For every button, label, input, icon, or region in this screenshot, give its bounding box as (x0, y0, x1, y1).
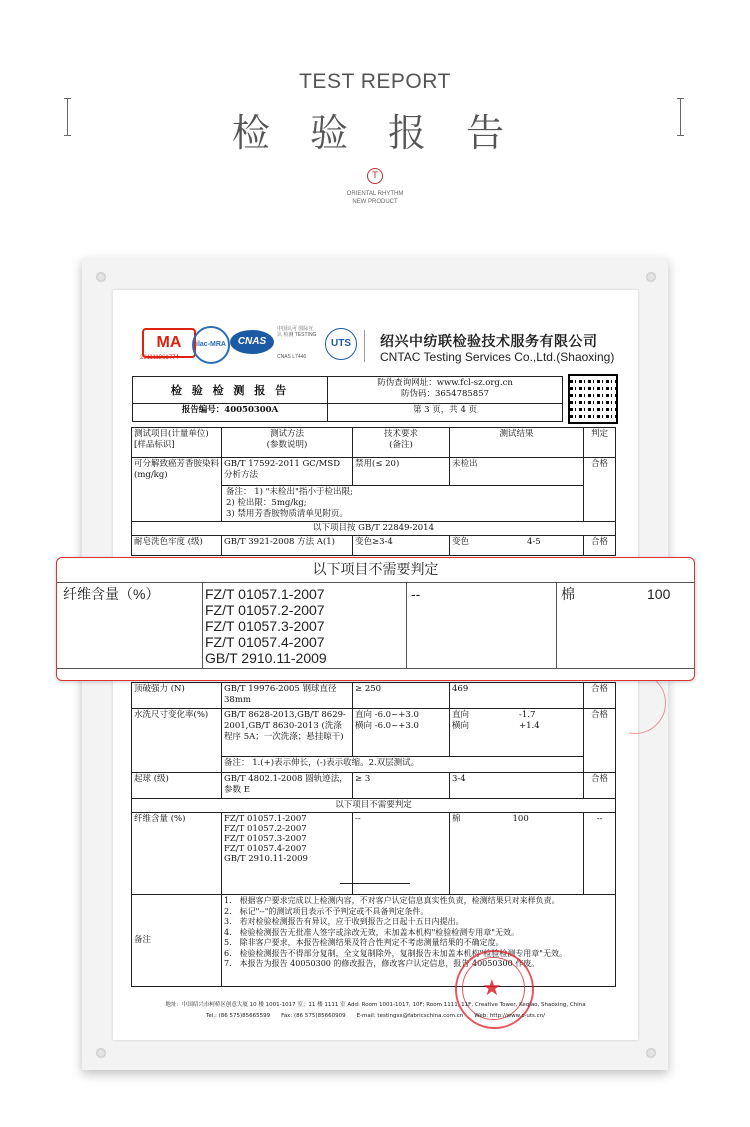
brand-icon: T (367, 168, 383, 184)
azo-notes: 备注： 1) "未检出"指小于检出限; 2) 检出限：5mg/kg; 3) 禁用芳香胺物质清单见附页。 (222, 486, 584, 522)
header-item: 测试项目(计量单位) (134, 429, 209, 439)
col-header-item (132, 428, 222, 458)
report-number: 报告编号：40050300A (133, 404, 328, 422)
zoom-method: GB/T 2910.11-2009 (205, 650, 327, 666)
zoom-method: FZ/T 01057.1-2007 (205, 586, 325, 602)
remark-item: 2. 标记"--"的测试项目表示不予判定或不具备判定条件。 (224, 906, 429, 916)
fiber-judge: -- (584, 813, 616, 895)
title-chinese: 检 验 报 告 (231, 111, 519, 155)
pill-judge: 合格 (584, 773, 616, 799)
header-req-sub: (备注) (389, 440, 413, 450)
footer-contact: Tel.: (86 575)85665599 Fax: (86 575)85660909 E-mail: testingsx@fabricschina.com.cn Web: http://www.c-uts.cn/ (205, 1013, 546, 1019)
pill-req: ≥ 3 (353, 773, 450, 799)
zoom-method: FZ/T 01057.3-2007 (205, 618, 325, 634)
remarks-label: 备注 (132, 895, 222, 987)
company-name-cn: 绍兴中纺联检验技术服务有限公司 (380, 334, 598, 350)
ma-logo: MA (142, 328, 196, 358)
fiber-method: FZ/T 01057.4-2007 (224, 844, 307, 854)
qr-code-icon (568, 374, 618, 424)
zoom-callout (56, 557, 695, 681)
soap-result-label: 变色 (452, 537, 470, 547)
dim-item: 水洗尺寸变化率(%) (132, 709, 222, 773)
soap-result (450, 536, 584, 556)
remark-item: 5. 除非客户要求，本报告检测结果及符合性判定不考虑测量结果的不确定度。 (224, 938, 504, 947)
dim-method: GB/T 8628-2013,GB/T 8629-2001,GB/T 8630-2013 (洗涤程序 5A；一次洗涤；悬挂晾干) (222, 709, 353, 757)
divider (364, 330, 365, 362)
table-row (132, 895, 616, 987)
fiber-method: GB/T 2910.11-2009 (224, 854, 308, 864)
page-number: 第 3 页，共 4 页 (328, 404, 563, 422)
zoom-item: 纤维含量（%） (63, 586, 160, 602)
zoom-col-result (557, 583, 694, 669)
fiber-result-label: 棉 (452, 814, 461, 824)
soap-method: GB/T 3921-2008 方法 A(1) (222, 536, 353, 556)
dim-result (450, 709, 584, 757)
zoom-result-label: 棉 (561, 586, 575, 602)
header-req: 技术要求 (383, 429, 418, 439)
soap-result-value: 4-5 (527, 537, 541, 547)
table-header-row (132, 428, 616, 458)
results-table (131, 427, 616, 556)
fiber-result-value: 100 (512, 814, 529, 824)
col-header-method (222, 428, 353, 458)
remark-item: 4. 检验检测报告无批准人签字或涂改无效，未加盖本机构"检验检测专用章"无效。 (224, 927, 519, 937)
brand-line2: NEW PRODUCT (352, 199, 398, 205)
remark-item: 7. 本报告为报告 40050300 的修改报告，修改客户认定信息，报告 40050300 作废。 (224, 959, 540, 968)
zoom-col-item (57, 583, 203, 669)
ma-number: 231111261774 (140, 355, 179, 361)
zoom-col-req (407, 583, 557, 669)
zoom-req: -- (411, 586, 421, 602)
header-item-sub: [样品标识] (134, 440, 175, 450)
right-ibar-decoration (676, 98, 686, 136)
col-header-req (353, 428, 450, 458)
cnas-caption: 中国认可 国际互认 检测 TESTING (277, 326, 317, 338)
fiber-result (450, 813, 584, 895)
remarks-list (222, 895, 616, 987)
signature-line (340, 883, 410, 884)
pill-item: 起球 (级) (132, 773, 222, 799)
brand-line1: ORIENTAL RHYTHM (346, 191, 404, 197)
zoom-bottom-rule (57, 668, 694, 669)
table-row (132, 536, 616, 556)
report-title: 检 验 检 测 报 告 (133, 377, 328, 404)
results-table-continued (131, 682, 616, 987)
title-english: TEST REPORT (299, 70, 451, 93)
dim-judge: 合格 (584, 709, 616, 773)
burst-method: GB/T 19976-2005 钢球直径 38mm (222, 683, 353, 709)
fiber-req: -- (353, 813, 450, 895)
burst-judge: 合格 (584, 683, 616, 709)
burst-result: 469 (450, 683, 584, 709)
section-no-judge: 以下项目不需要判定 (132, 799, 616, 813)
dim-req (353, 709, 450, 757)
dim-req-warp: 直向 -6.0~+3.0 (355, 710, 419, 720)
table-row (132, 522, 616, 536)
pill-result: 3-4 (450, 773, 584, 799)
azo-req: 禁用(≤ 20) (353, 458, 450, 486)
fiber-item: 纤维含量 (%) (132, 813, 222, 895)
footer-address: 地址：中国绍兴市柯桥区创意大厦 10 楼 1001-1017 室；11 楼 1111 室 Add: Room 1001-1017, 10F; Room 1111, 11F, Creative Tower, Keqiao, Shaoxing, China (165, 1002, 586, 1008)
dim-res-warp-label: 直向 (452, 710, 470, 720)
cnas-number: CNAS L7446 (277, 354, 307, 360)
soap-req: 变色≥3-4 (353, 536, 450, 556)
table-row (132, 458, 616, 486)
company-name-en: CNTAC Testing Services Co.,Ltd.(Shaoxing) (380, 350, 615, 364)
dim-res-weft-label: 横向 (452, 721, 470, 731)
zoom-col-method (203, 583, 407, 669)
table-row (132, 799, 616, 813)
frame-pin-icon (646, 272, 656, 282)
soap-judge: 合格 (584, 536, 616, 556)
dim-res-weft-value: +1.4 (519, 721, 540, 731)
fiber-method: FZ/T 01057.1-2007 (224, 814, 307, 824)
cnas-logo: CNAS (230, 330, 274, 354)
col-header-judge: 判定 (584, 428, 616, 458)
zoom-result-value: 100 (647, 586, 671, 602)
verify-code: 防伪码：3654785857 (400, 389, 490, 399)
azo-method: GB/T 17592-2011 GC/MSD 分析方法 (222, 458, 353, 486)
azo-judge: 合格 (584, 458, 616, 522)
stamp-star-icon: ★ (482, 976, 502, 1001)
frame-pin-icon (96, 1048, 106, 1058)
dim-req-weft: 横向 -6.0~+3.0 (355, 721, 419, 731)
pill-method: GB/T 4802.1-2008 圆轨迹法，参数 E (222, 773, 353, 799)
burst-item: 顶破强力 (N) (132, 683, 222, 709)
brand-caption (0, 190, 750, 206)
verify-url: 防伪查询网址：www.fcl-sz.org.cn (377, 378, 513, 388)
remark-item: 3. 若对检验检测报告有异议，应于收到报告之日起十五日内提出。 (224, 917, 464, 926)
col-header-result: 测试结果 (450, 428, 584, 458)
uts-logo: UTS (325, 328, 357, 360)
dim-res-warp-value: -1.7 (519, 710, 536, 720)
zoom-method: FZ/T 01057.4-2007 (205, 634, 325, 650)
remark-item: 6. 检验检测报告不得部分复制，全文复制除外，复制报告未加盖本机构"检验检测专用章"无效。 (224, 948, 567, 958)
ilac-logo: ilac-MRA (192, 326, 230, 364)
frame-pin-icon (96, 272, 106, 282)
fiber-methods (222, 813, 353, 895)
fiber-method: FZ/T 01057.3-2007 (224, 834, 307, 844)
verify-info (328, 377, 563, 404)
table-row (132, 683, 616, 709)
section-gbt22849: 以下项目按 GB/T 22849-2014 (132, 522, 616, 536)
header-method-sub: (参数说明) (266, 440, 308, 450)
zoom-header: 以下项目不需要判定 (57, 558, 694, 583)
zoom-methods (203, 583, 406, 669)
burst-req: ≥ 250 (353, 683, 450, 709)
frame-pin-icon (646, 1048, 656, 1058)
dim-notes: 备注： 1.(+)表示伸长，(-)表示收缩。2.双层测试。 (222, 757, 584, 773)
report-info-table (132, 376, 563, 422)
remark-item: 1. 根据客户要求完成以上检测内容，不对客户认定信息真实性负责，检测结果只对来样负责。 (224, 896, 560, 905)
azo-item: 可分解致癌芳香胺染料 (mg/kg) (132, 458, 222, 522)
azo-result: 未检出 (450, 458, 584, 486)
table-row (132, 773, 616, 799)
zoom-method: FZ/T 01057.2-2007 (205, 602, 325, 618)
table-row (132, 709, 616, 757)
header-method: 测试方法 (269, 429, 304, 439)
fiber-method: FZ/T 01057.2-2007 (224, 824, 307, 834)
soap-item: 耐皂洗色牢度 (级) (132, 536, 222, 556)
